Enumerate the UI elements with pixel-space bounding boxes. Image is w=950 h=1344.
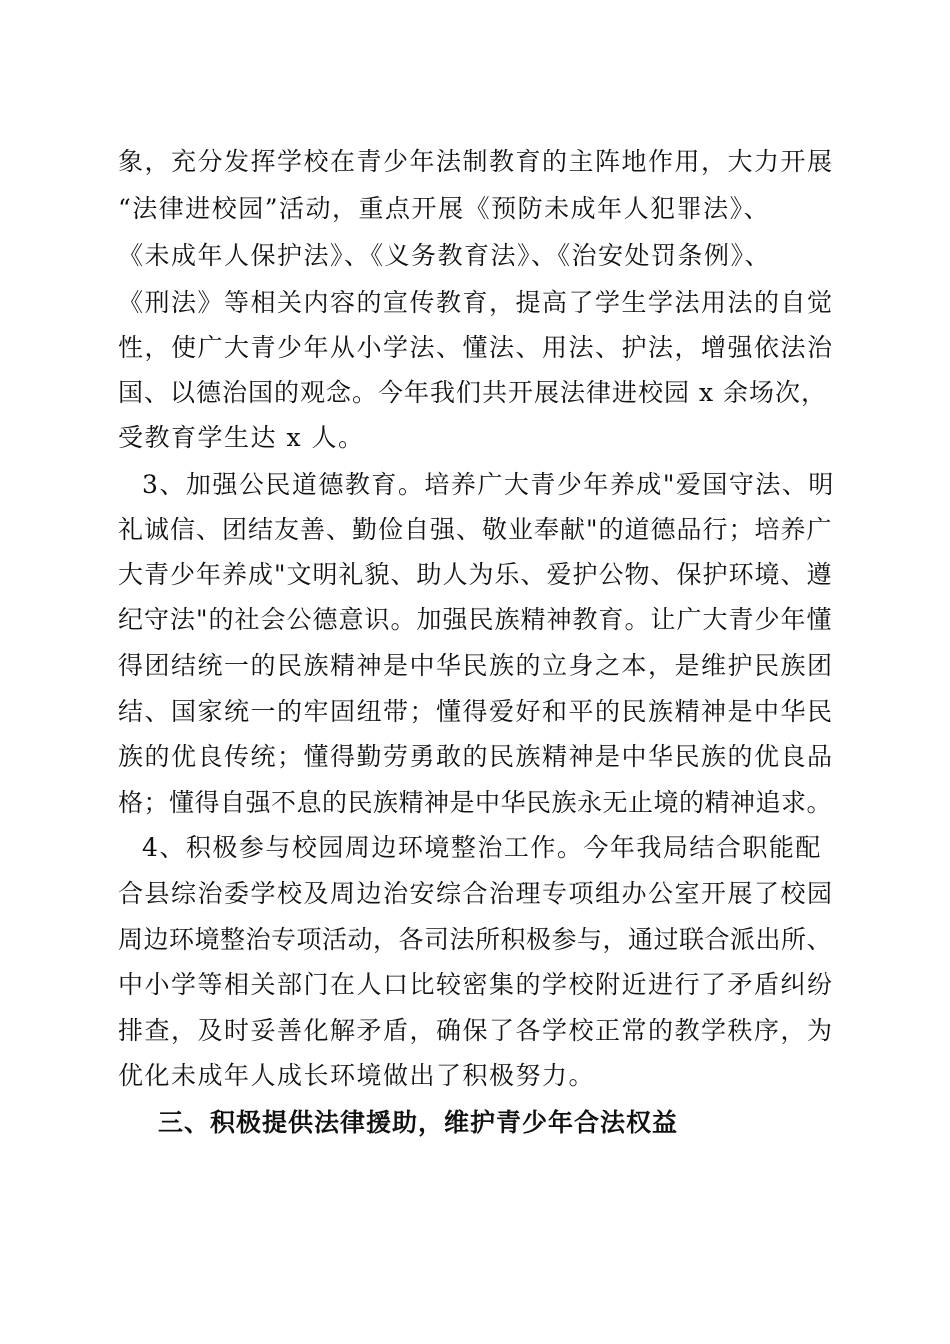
text-line: 象，充分发挥学校在青少年法制教育的主阵地作用，大力开展	[118, 147, 834, 176]
text-line: 4、积极参与校园周边环境整治工作。今年我局结合职能配	[142, 833, 822, 862]
text-line: 结、国家统一的牢固纽带；懂得爱好和平的民族精神是中华民	[118, 697, 834, 726]
section-heading: 三、积极提供法律援助，维护青少年合法权益	[158, 1108, 679, 1137]
text-line: 合县综治委学校及周边治安综合治理专项组办公室开展了校园	[118, 879, 834, 908]
text-line: 排查，及时妥善化解矛盾，确保了各学校正常的教学秩序，为	[118, 1016, 834, 1045]
text-line: 受教育学生达 x 人。	[118, 423, 365, 452]
text-line: 3、加强公民道德教育。培养广大青少年养成"爱国守法、明	[142, 470, 835, 499]
text-line: 《刑法》等相关内容的宣传教育，提高了学生学法用法的自觉	[118, 288, 834, 317]
text-line: 纪守法"的社会公德意识。加强民族精神教育。让广大青少年懂	[118, 605, 833, 634]
text-line: 中小学等相关部门在人口比较密集的学校附近进行了矛盾纠纷	[118, 970, 834, 999]
text-line: 《未成年人保护法》、《义务教育法》、《治安处罚条例》、	[118, 241, 772, 270]
text-line: 格；懂得自强不息的民族精神是中华民族永无止境的精神追求。	[118, 788, 833, 817]
text-line: 优化未成年人成长环境做出了积极努力。	[118, 1061, 596, 1090]
text-line: 礼诚信、团结友善、勤俭自强、敬业奉献"的道德品行；培养广	[118, 515, 833, 544]
text-line: 国、以德治国的观念。今年我们共开展法律进校园 x 余场次，	[118, 378, 827, 407]
text-line: 大青少年养成"文明礼貌、助人为乐、爱护公物、保护环境、遵	[118, 560, 833, 589]
text-line: 周边环境整治专项活动，各司法所积极参与，通过联合派出所、	[118, 925, 833, 954]
text-line: “法律进校园”活动，重点开展《预防未成年人犯罪法》、	[118, 194, 771, 223]
text-line: 得团结统一的民族精神是中华民族的立身之本，是维护民族团	[118, 651, 834, 680]
text-line: 族的优良传统；懂得勤劳勇敢的民族精神是中华民族的优良品	[118, 742, 834, 771]
text-line: 性，使广大青少年从小学法、懂法、用法、护法，增强依法治	[118, 333, 834, 362]
